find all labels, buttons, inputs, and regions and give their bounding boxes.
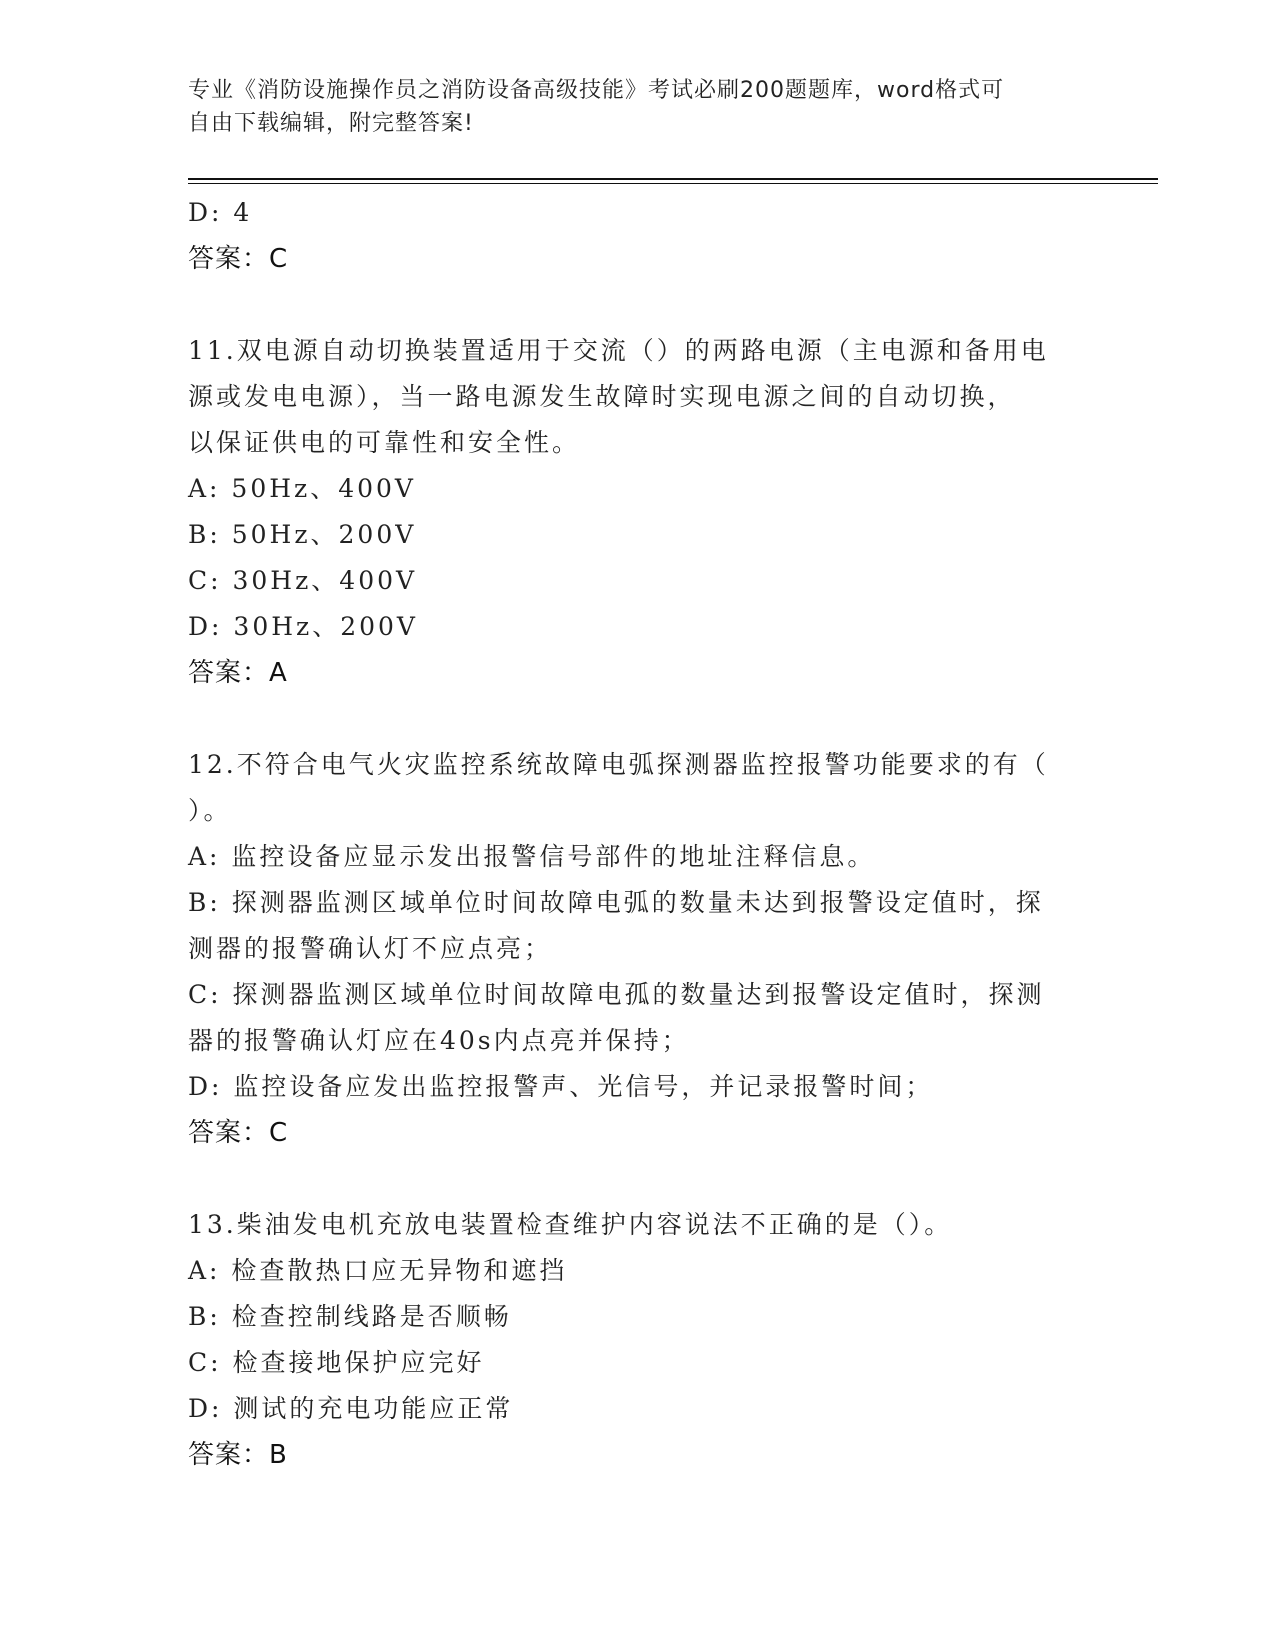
answer-line: 答案：C: [188, 244, 289, 274]
question-11: [188, 328, 1088, 696]
option-a: A: 50Hz、400V: [188, 474, 416, 503]
previous-question-fragment: [188, 190, 1088, 282]
question-stem-line: 源或发电电源），当一路电源发生故障时实现电源之间的自动切换，: [188, 382, 1016, 411]
page-header: [188, 74, 1068, 140]
question-12: [188, 742, 1088, 1156]
option-c-continued: 器的报警确认灯应在40s内点亮并保持；: [188, 1026, 690, 1055]
question-list: [188, 190, 1088, 1478]
option-b: B: 50Hz、200V: [188, 520, 417, 549]
option-d: D: 监控设备应发出监控报警声、光信号，并记录报警时间；: [188, 1072, 934, 1101]
question-stem-line: ）。: [188, 796, 232, 825]
option-d: D: 30Hz、200V: [188, 612, 418, 641]
question-stem-line: 11.双电源自动切换装置适用于交流（）的两路电源（主电源和备用电: [188, 336, 1049, 365]
option-b: B: 探测器监测区域单位时间故障电弧的数量未达到报警设定值时，探: [188, 888, 1044, 917]
header-divider-thick: [188, 178, 1158, 180]
header-divider-thin: [188, 183, 1158, 184]
header-line-2: 自由下载编辑，附完整答案!: [188, 111, 474, 136]
option-b: B: 检查控制线路是否顺畅: [188, 1302, 512, 1331]
answer-line: 答案：B: [188, 1440, 288, 1470]
option-c: C: 探测器监测区域单位时间故障电孤的数量达到报警设定值时，探测: [188, 980, 1045, 1009]
option-c: C: 检查接地保护应完好: [188, 1348, 485, 1377]
question-stem-line: 以保证供电的可靠性和安全性。: [188, 428, 581, 457]
question-stem-line: 12.不符合电气火灾监控系统故障电弧探测器监控报警功能要求的有（: [188, 750, 1049, 779]
header-line-1: 专业《消防设施操作员之消防设备高级技能》考试必刷200题题库，word格式可: [188, 78, 1005, 103]
option-d: D: 4: [188, 198, 253, 227]
spacer: [188, 1156, 1088, 1202]
option-d: D: 测试的充电功能应正常: [188, 1394, 514, 1423]
spacer: [188, 282, 1088, 328]
question-stem-line: 13.柴油发电机充放电装置检查维护内容说法不正确的是（）。: [188, 1210, 953, 1239]
spacer: [188, 696, 1088, 742]
answer-line: 答案：A: [188, 658, 288, 688]
option-a: A: 监控设备应显示发出报警信号部件的地址注释信息。: [188, 842, 876, 871]
question-13: [188, 1202, 1088, 1478]
answer-line: 答案：C: [188, 1118, 289, 1148]
option-c: C: 30Hz、400V: [188, 566, 418, 595]
option-a: A: 检查散热口应无异物和遮挡: [188, 1256, 568, 1285]
option-b-continued: 测器的报警确认灯不应点亮；: [188, 934, 553, 963]
